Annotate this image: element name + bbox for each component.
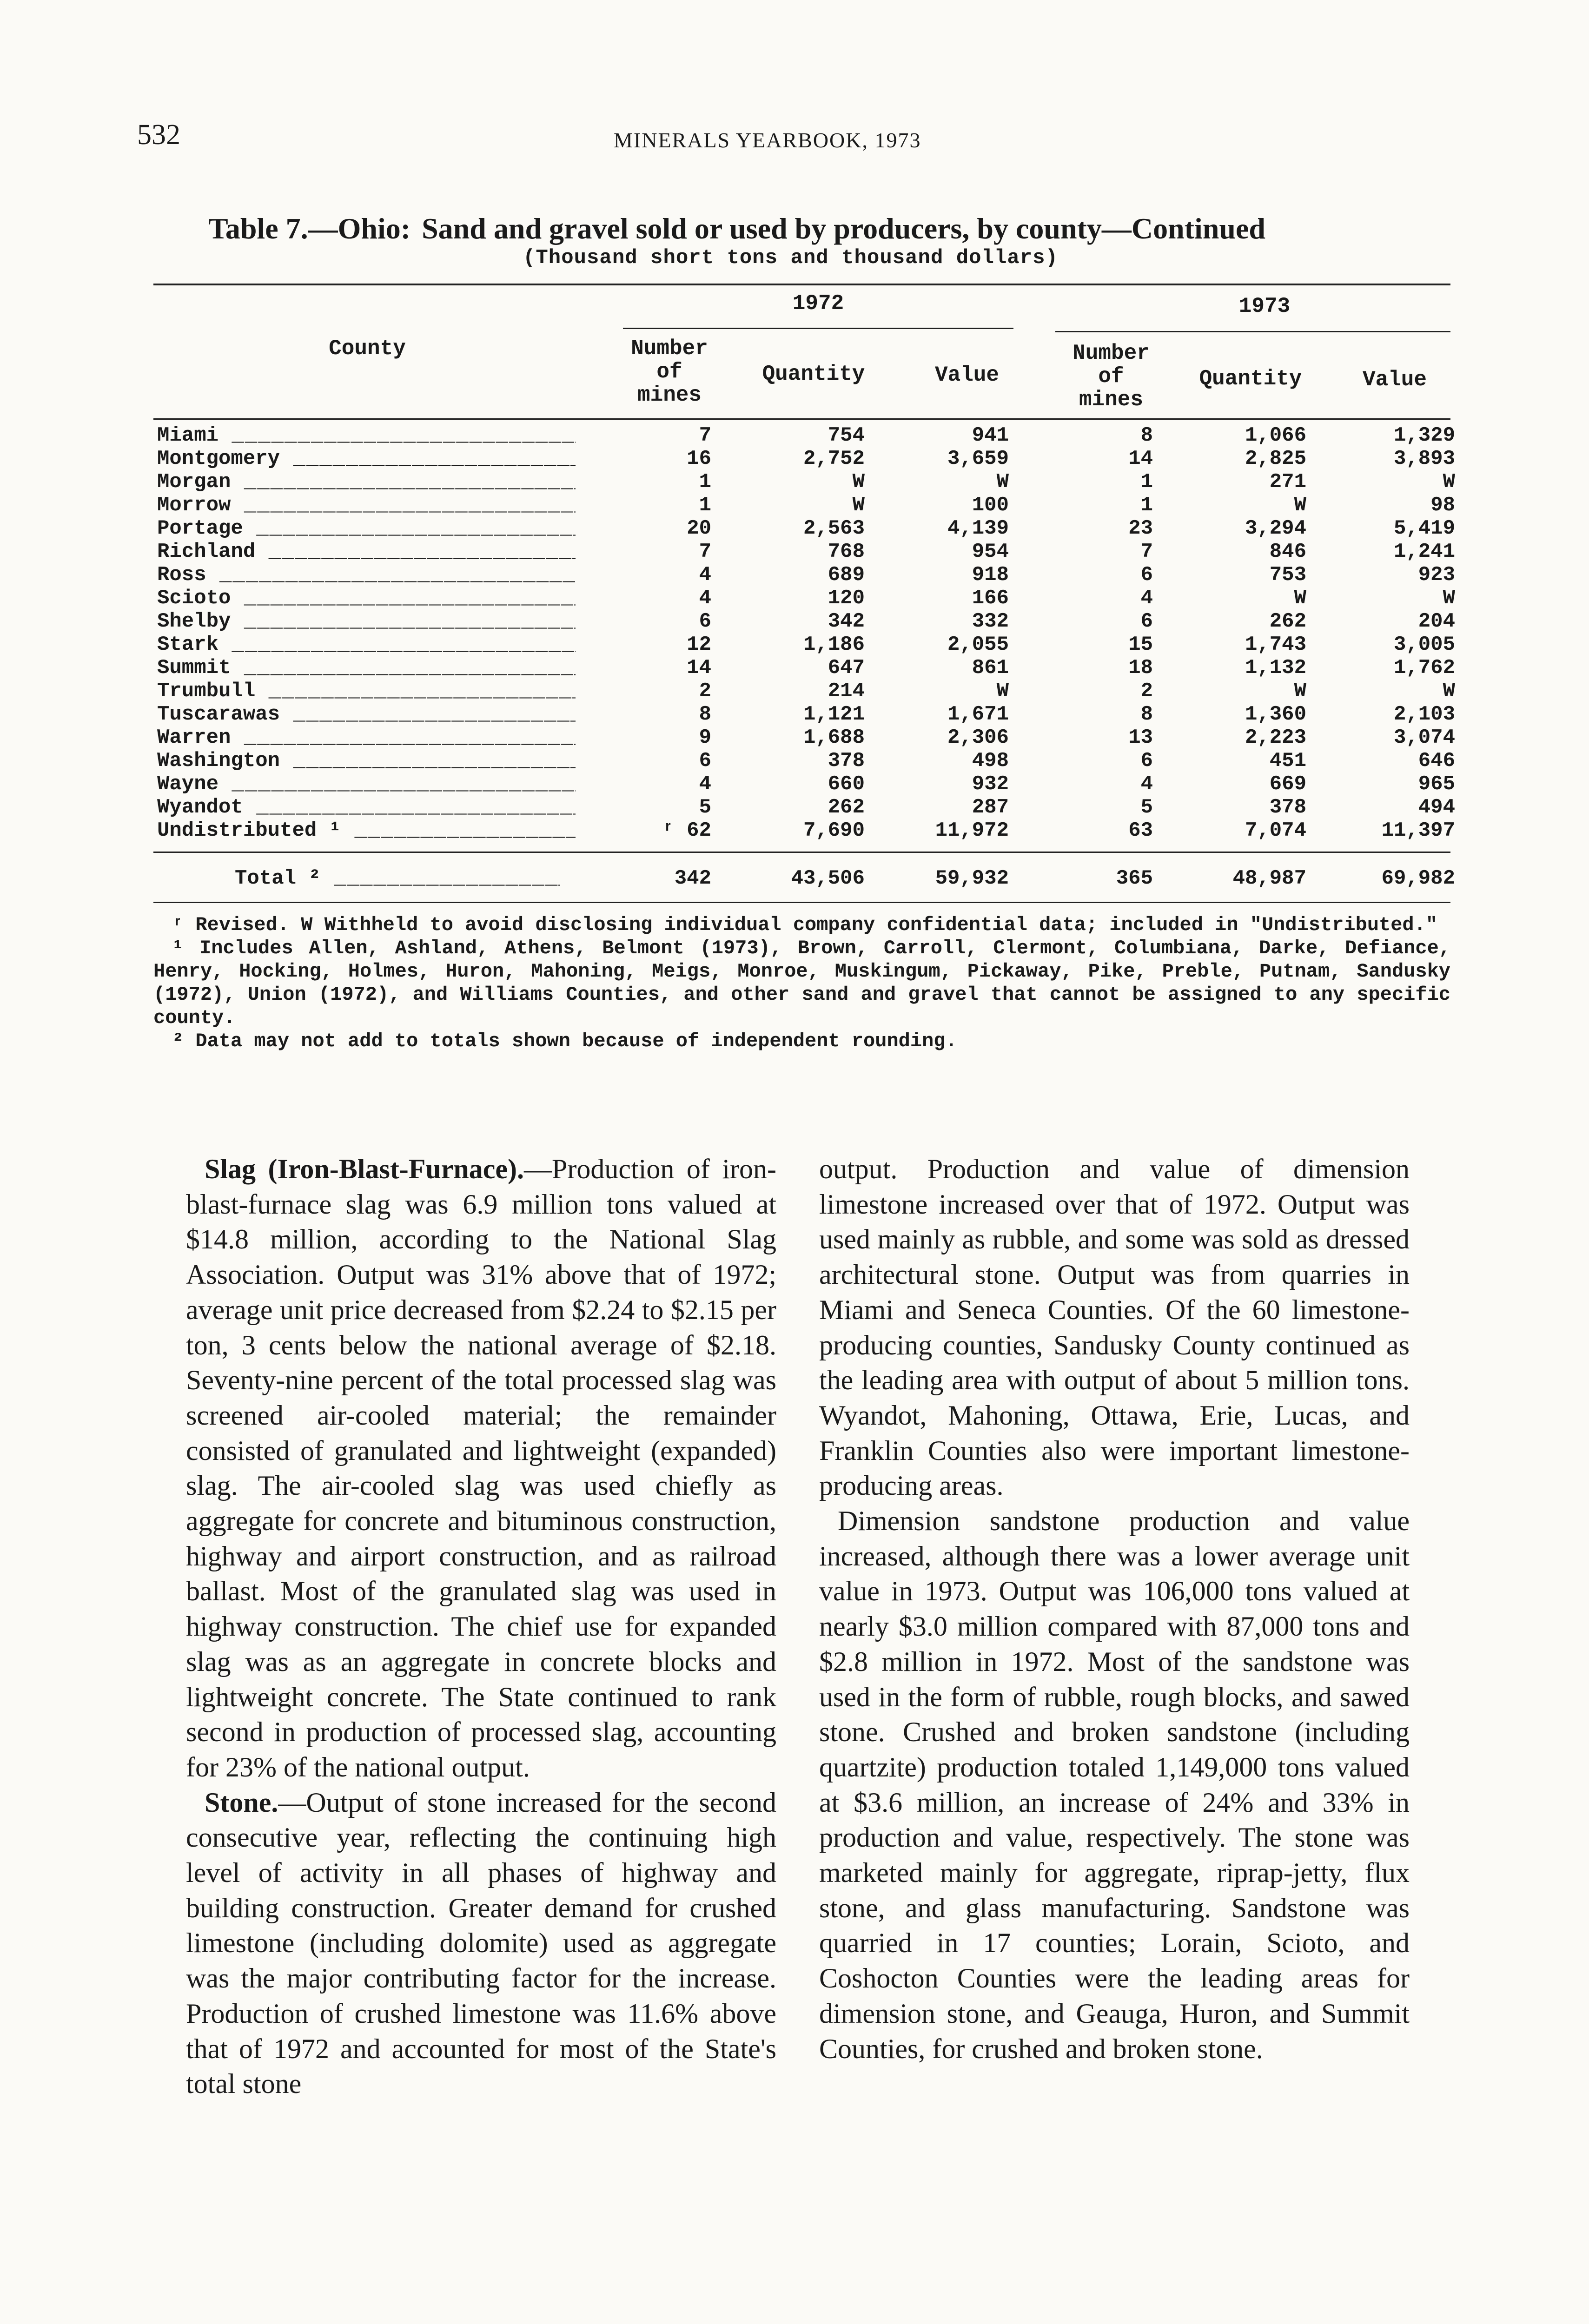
stone-text: —Output of stone increased for the second consecutive year, reflecting the continuing high level of activity in all phases of highway and building construction. Greater demand for crushed limestone (including dolomite) used as aggregate was the major contributing factor for the increase. Production of crushed limestone was 11.6% above that of 1972 and accounted for most of the State's total stone — [186, 1787, 776, 2100]
table-subtitle: (Thousand short tons and thousand dollars) — [523, 246, 1058, 270]
mines-1973-header: Number of mines — [1073, 341, 1150, 412]
year-1973-header: 1973 — [1238, 294, 1291, 318]
quantity-1972-header: Quantity — [762, 362, 865, 386]
county-header: County — [329, 337, 406, 361]
table-total-row: Total ² _____ 342 43,506 59,932 365 48,987 69,982 — [0, 867, 1589, 890]
footnote-1: ¹ Includes Allen, Ashland, Athens, Belmont (1973), Brown, Carroll, Clermont, Columbiana, Darke, Defiance, Henry, Hocking, Holmes, Huron, Mahoning, Meigs, Monroe, Muskingum, Pickaway, Pike, Preble, Putnam, Sandusky (1972), Union (1972), and Williams Counties, and other sand and gravel that cannot be assigned to any specific county. — [153, 937, 1450, 1029]
quantity-1973-header: Quantity — [1199, 367, 1302, 391]
table-title — [208, 211, 1265, 246]
table-row: Wyandot _____ 5 262 287 5 378 494 — [0, 796, 1589, 819]
table-bottom-rule — [153, 902, 1450, 903]
table-row: Richland _____ 7 768 954 7 846 1,241 — [0, 540, 1589, 563]
total-top-rule — [153, 852, 1450, 853]
year-1973-rule — [1055, 331, 1450, 332]
value-1972-header: Value — [934, 363, 1000, 387]
running-head: MINERALS YEARBOOK, 1973 — [614, 128, 921, 152]
page-number: 532 — [137, 119, 180, 151]
slag-text: —Production of iron-blast-furnace slag was 6.9 million tons valued at $14.8 million, according to the National Slag Association. Output was 31% above that of 1972; average unit price decreased from $2.24 to $2.15 per ton, 3 cents below the national average of $2.18. Seventy-nine percent of the total processed slag was screened air-cooled material; the remainder consisted of granulated and lightweight (expanded) slag. The air-cooled slag was used chiefly as aggregate for concrete and bituminous construction, highway and airport construction, and as railroad ballast. Most of the granulated slag was used in highway construction. The chief use for expanded slag was as an aggregate in concrete blocks and lightweight concrete. The State continued to rank second in production of processed slag, accounting for 23% of the national output. — [186, 1154, 776, 1783]
mines-1972-header: Number of mines — [631, 337, 708, 407]
table-label: Table 7. — [208, 212, 308, 245]
stone-continued-paragraph: output. Production and value of dimension limestone increased over that of 1972. Output was used mainly as rubble, and some was sold as dressed architectural stone. Output was from quarries in Miami and Seneca Counties. Of the 60 limestone-producing counties, Sandusky County continued as the leading area with output of about 5 million tons. Wyandot, Mahoning, Ottawa, Erie, Lucas, and Franklin Counties also were important limestone-producing areas. — [819, 1154, 1410, 1501]
table-state: —Ohio: — [308, 212, 411, 245]
stone-paragraph — [186, 1785, 776, 2102]
table-row: Miami _____ 7 754 941 8 1,066 1,329 — [0, 424, 1589, 447]
year-1972-header: 1972 — [792, 291, 844, 316]
value-1973-header: Value — [1362, 368, 1427, 392]
table-row: Washington _____ 6 378 498 6 451 646 — [0, 749, 1589, 772]
table-row: Scioto _____ 4 120 166 4 W W — [0, 587, 1589, 610]
table-row: Portage _____ 20 2,563 4,139 23 3,294 5,419 — [0, 517, 1589, 540]
table-row: Shelby _____ 6 342 332 6 262 204 — [0, 610, 1589, 633]
sandstone-paragraph: Dimension sandstone production and value increased, although there was a lower average unit value in 1973. Output was 106,000 tons valued at nearly $3.0 million compared with 87,000 tons and $2.8 million in 1972. Most of the sandstone was used in the form of rubble, rough blocks, and sawed stone. Crushed and broken sandstone (including quartzite) production totaled 1,149,000 tons valued at $3.6 million, an increase of 24% and 33% in production and value, respectively. The stone was marketed mainly for aggregate, riprap-jetty, flux stone, and glass manufacturing. Sandstone was quarried in 17 counties; Lorain, Scioto, and Coshocton Counties were the leading areas for dimension stone, and Geauga, Huron, and Summit Counties, for crushed and broken stone. — [819, 1505, 1410, 2064]
footnote-2: ² Data may not add to totals shown because of independent rounding. — [172, 1030, 957, 1052]
table-row: Stark _____ 12 1,186 2,055 15 1,743 3,005 — [0, 633, 1589, 656]
table-footnotes — [153, 913, 1450, 1053]
table-top-rule — [153, 284, 1450, 285]
table-row: Warren _____ 9 1,688 2,306 13 2,223 3,074 — [0, 726, 1589, 749]
table-row: Undistributed ¹ _____ ʳ 62 7,690 11,972 63 7,074 11,397 — [0, 819, 1589, 842]
table-row: Summit _____ 14 647 861 18 1,132 1,762 — [0, 656, 1589, 680]
table-row: Montgomery _____ 16 2,752 3,659 14 2,825 3,893 — [0, 447, 1589, 470]
slag-heading: Slag (Iron-Blast-Furnace). — [205, 1154, 524, 1184]
footnote-revised: ʳ Revised. W Withheld to avoid disclosing individual company confidential data; included in "Undistributed." — [172, 914, 1438, 936]
table-row: Tuscarawas _____ 8 1,121 1,671 8 1,360 2,103 — [0, 703, 1589, 726]
stone-heading: Stone. — [205, 1787, 278, 1818]
year-1972-rule — [623, 328, 1013, 329]
table-row: Wayne _____ 4 660 932 4 669 965 — [0, 772, 1589, 796]
table-row: Trumbull _____ 2 214 W 2 W W — [0, 680, 1589, 703]
header-bottom-rule — [153, 418, 1450, 420]
slag-paragraph — [186, 1152, 776, 1785]
text-column-right — [819, 1152, 1410, 2067]
text-column-left — [186, 1152, 776, 2102]
table-row: Morgan _____ 1 W W 1 271 W — [0, 470, 1589, 494]
table-row: Morrow _____ 1 W 100 1 W 98 — [0, 494, 1589, 517]
table-title-text: Sand and gravel sold or used by producers, by county—Continued — [422, 212, 1265, 245]
table-row: Ross _____ 4 689 918 6 753 923 — [0, 563, 1589, 587]
